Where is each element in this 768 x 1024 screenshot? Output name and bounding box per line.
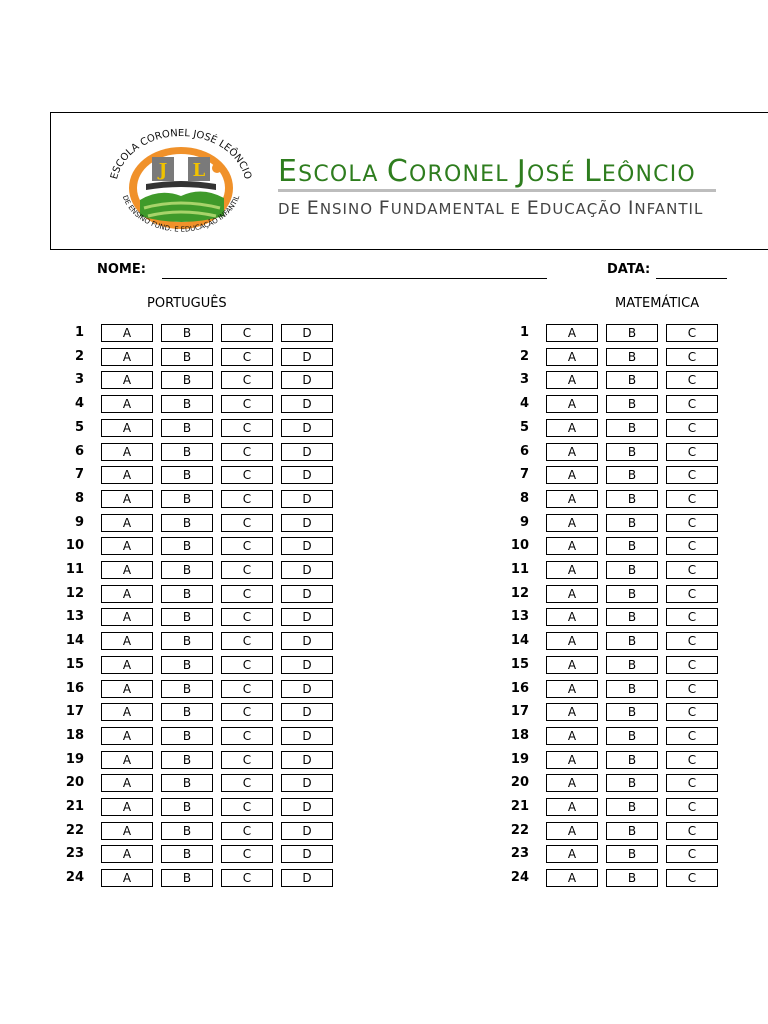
- question-number: 16: [510, 681, 529, 696]
- answer-option-b[interactable]: B: [606, 822, 658, 840]
- name-label: NOME:: [97, 262, 146, 277]
- answer-option-b[interactable]: B: [606, 774, 658, 792]
- answer-option-d[interactable]: D: [281, 443, 333, 461]
- question-number: 5: [74, 420, 84, 435]
- answer-option-d[interactable]: D: [281, 466, 333, 484]
- question-row: [501, 727, 768, 745]
- school_name-word: EÔNCIO: [601, 162, 696, 187]
- question-number: 6: [519, 444, 529, 459]
- answer-option-b[interactable]: B: [161, 727, 213, 745]
- question-row: [56, 798, 356, 816]
- answer-option-c[interactable]: C: [666, 348, 718, 366]
- subtitle-word: DE: [278, 200, 307, 218]
- answer-option-b[interactable]: B: [606, 703, 658, 721]
- question-row: [56, 822, 356, 840]
- question-number: 19: [65, 752, 84, 767]
- question-row: [501, 537, 768, 555]
- answer-option-c[interactable]: C: [666, 324, 718, 342]
- question-row: [501, 371, 768, 389]
- sun-icon: [212, 163, 222, 173]
- question-number: 24: [65, 870, 84, 885]
- answer-option-b[interactable]: B: [606, 727, 658, 745]
- question-number: 18: [65, 728, 84, 743]
- question-row: [501, 561, 768, 579]
- subtitle-word: UNDAMENTAL E: [390, 200, 527, 218]
- school-logo: [100, 124, 262, 242]
- answer-option-b[interactable]: B: [606, 371, 658, 389]
- answer-option-a[interactable]: A: [101, 869, 153, 887]
- answer-option-a[interactable]: A: [101, 727, 153, 745]
- question-row: [501, 632, 768, 650]
- answer-option-b[interactable]: B: [161, 537, 213, 555]
- answer-option-c[interactable]: C: [666, 371, 718, 389]
- answer-option-c[interactable]: C: [221, 537, 273, 555]
- answer-option-d[interactable]: D: [281, 656, 333, 674]
- answer-option-d[interactable]: D: [281, 774, 333, 792]
- answer-option-d[interactable]: D: [281, 727, 333, 745]
- answer-option-d[interactable]: D: [281, 608, 333, 626]
- answer-option-c[interactable]: C: [666, 798, 718, 816]
- answer-option-a[interactable]: A: [546, 371, 598, 389]
- answer-option-b[interactable]: B: [161, 561, 213, 579]
- answer-option-a[interactable]: A: [546, 798, 598, 816]
- answer-option-c[interactable]: C: [666, 751, 718, 769]
- question-row: [56, 395, 356, 413]
- answer-option-c[interactable]: C: [666, 656, 718, 674]
- question-number: 18: [510, 728, 529, 743]
- answer-option-b[interactable]: B: [161, 490, 213, 508]
- answer-option-d[interactable]: D: [281, 869, 333, 887]
- answer-option-d[interactable]: D: [281, 514, 333, 532]
- question-row: [56, 419, 356, 437]
- question-number: 1: [519, 325, 529, 340]
- answer-option-c[interactable]: C: [666, 537, 718, 555]
- question-number: 13: [510, 609, 529, 624]
- answer-option-a[interactable]: A: [546, 608, 598, 626]
- answer-option-d[interactable]: D: [281, 490, 333, 508]
- date-field[interactable]: [656, 278, 727, 279]
- answer-option-b[interactable]: B: [606, 869, 658, 887]
- question-row: [501, 703, 768, 721]
- answer-option-c[interactable]: C: [666, 703, 718, 721]
- subtitle-initial: E: [306, 197, 320, 219]
- question-row: [56, 585, 356, 603]
- question-row: [501, 680, 768, 698]
- question-number: 14: [65, 633, 84, 648]
- answer-option-a[interactable]: A: [101, 798, 153, 816]
- answer-option-c[interactable]: C: [666, 845, 718, 863]
- question-number: 9: [74, 515, 84, 530]
- question-number: 1: [74, 325, 84, 340]
- answer-option-a[interactable]: A: [101, 514, 153, 532]
- answer-option-a[interactable]: A: [546, 703, 598, 721]
- answer-option-c[interactable]: C: [221, 632, 273, 650]
- answer-option-b[interactable]: B: [161, 348, 213, 366]
- question-row: [501, 869, 768, 887]
- answer-option-c[interactable]: C: [221, 727, 273, 745]
- subject-title-portugues: PORTUGUÊS: [147, 296, 227, 311]
- subject-title-matematica: MATEMÁTICA: [615, 296, 700, 311]
- answer-option-a[interactable]: A: [101, 419, 153, 437]
- question-row: [501, 656, 768, 674]
- answer-option-b[interactable]: B: [606, 585, 658, 603]
- answer-option-a[interactable]: A: [546, 324, 598, 342]
- question-number: 17: [510, 704, 529, 719]
- question-number: 9: [519, 515, 529, 530]
- answer-option-a[interactable]: A: [546, 466, 598, 484]
- answer-option-c[interactable]: C: [221, 443, 273, 461]
- answer-option-c[interactable]: C: [221, 371, 273, 389]
- answer-option-b[interactable]: B: [161, 395, 213, 413]
- answer-option-a[interactable]: A: [101, 751, 153, 769]
- school_name-word: SCOLA: [298, 162, 387, 187]
- answer-option-b[interactable]: B: [161, 751, 213, 769]
- answer-option-a[interactable]: A: [546, 443, 598, 461]
- question-row: [501, 490, 768, 508]
- question-number: 5: [519, 420, 529, 435]
- svg-text:L: L: [192, 160, 206, 181]
- answer-option-c[interactable]: C: [666, 395, 718, 413]
- question-number: 22: [510, 823, 529, 838]
- answer-option-b[interactable]: B: [606, 348, 658, 366]
- question-row: [56, 774, 356, 792]
- question-number: 2: [74, 349, 84, 364]
- answer-option-a[interactable]: A: [546, 585, 598, 603]
- answer-option-b[interactable]: B: [161, 869, 213, 887]
- name-field[interactable]: [162, 278, 547, 279]
- answer-option-a[interactable]: A: [101, 845, 153, 863]
- answer-option-b[interactable]: B: [161, 822, 213, 840]
- answer-option-b[interactable]: B: [161, 798, 213, 816]
- answer-option-d[interactable]: D: [281, 798, 333, 816]
- answer-option-a[interactable]: A: [546, 537, 598, 555]
- answer-option-b[interactable]: B: [606, 845, 658, 863]
- answer-option-a[interactable]: A: [101, 443, 153, 461]
- answer-option-b[interactable]: B: [606, 561, 658, 579]
- question-row: [501, 751, 768, 769]
- question-number: 11: [65, 562, 84, 577]
- question-number: 22: [65, 823, 84, 838]
- question-row: [56, 703, 356, 721]
- answer-option-d[interactable]: D: [281, 845, 333, 863]
- question-number: 21: [510, 799, 529, 814]
- school_name-word: OSÉ: [526, 162, 584, 187]
- school_name-initial: C: [386, 154, 409, 189]
- answer-option-c[interactable]: C: [666, 561, 718, 579]
- question-number: 15: [65, 657, 84, 672]
- answer-option-a[interactable]: A: [101, 822, 153, 840]
- question-row: [56, 348, 356, 366]
- question-row: [56, 537, 356, 555]
- question-number: 20: [510, 775, 529, 790]
- question-number: 21: [65, 799, 84, 814]
- question-number: 11: [510, 562, 529, 577]
- question-row: [501, 348, 768, 366]
- answer-option-a[interactable]: A: [101, 680, 153, 698]
- question-number: 7: [519, 467, 529, 482]
- question-number: 13: [65, 609, 84, 624]
- answer-option-d[interactable]: D: [281, 822, 333, 840]
- answer-option-c[interactable]: C: [221, 324, 273, 342]
- question-row: [56, 727, 356, 745]
- answer-option-d[interactable]: D: [281, 751, 333, 769]
- svg-text:J: J: [158, 160, 168, 181]
- answer-option-d[interactable]: D: [281, 537, 333, 555]
- answer-option-a[interactable]: A: [546, 656, 598, 674]
- answer-option-c[interactable]: C: [666, 585, 718, 603]
- question-number: 15: [510, 657, 529, 672]
- school_name-initial: J: [516, 154, 527, 189]
- answer-option-b[interactable]: B: [161, 585, 213, 603]
- answer-option-a[interactable]: A: [101, 537, 153, 555]
- answer-option-d[interactable]: D: [281, 324, 333, 342]
- school-name: [278, 154, 696, 189]
- answer-option-b[interactable]: B: [606, 324, 658, 342]
- question-row: [501, 608, 768, 626]
- answer-option-c[interactable]: C: [221, 608, 273, 626]
- svg-text:ESCOLA CORONEL JOSÉ LEÔNCIO: ESCOLA CORONEL JOSÉ LEÔNCIO: [108, 127, 254, 181]
- question-number: 16: [65, 681, 84, 696]
- answer-option-c[interactable]: C: [221, 490, 273, 508]
- question-number: 8: [519, 491, 529, 506]
- answer-option-c[interactable]: C: [221, 774, 273, 792]
- answer-option-b[interactable]: B: [161, 324, 213, 342]
- answer-option-b[interactable]: B: [606, 466, 658, 484]
- subtitle-word: NFANTIL: [634, 200, 704, 218]
- question-number: 3: [519, 372, 529, 387]
- school_name-initial: L: [583, 154, 602, 189]
- question-number: 8: [74, 491, 84, 506]
- answer-option-b[interactable]: B: [161, 656, 213, 674]
- answer-option-a[interactable]: A: [101, 774, 153, 792]
- answer-option-b[interactable]: B: [161, 632, 213, 650]
- answer-option-a[interactable]: A: [101, 371, 153, 389]
- answer-option-a[interactable]: A: [546, 869, 598, 887]
- answer-option-b[interactable]: B: [161, 514, 213, 532]
- question-row: [501, 514, 768, 532]
- question-row: [56, 680, 356, 698]
- svg-text:DE ENSINO FUND. E EDUCAÇÃO INF: DE ENSINO FUND. E EDUCAÇÃO INFANTIL: [120, 194, 242, 234]
- answer-option-c[interactable]: C: [221, 419, 273, 437]
- answer-option-a[interactable]: A: [101, 348, 153, 366]
- answer-option-a[interactable]: A: [101, 490, 153, 508]
- question-number: 12: [65, 586, 84, 601]
- question-number: 24: [510, 870, 529, 885]
- answer-option-a[interactable]: A: [546, 490, 598, 508]
- question-number: 19: [510, 752, 529, 767]
- question-number: 23: [510, 846, 529, 861]
- answer-option-b[interactable]: B: [606, 680, 658, 698]
- answer-option-b[interactable]: B: [161, 703, 213, 721]
- answer-option-b[interactable]: B: [161, 608, 213, 626]
- answer-option-b[interactable]: B: [606, 514, 658, 532]
- answer-option-c[interactable]: C: [221, 395, 273, 413]
- question-row: [501, 822, 768, 840]
- answer-option-a[interactable]: A: [546, 395, 598, 413]
- question-row: [56, 656, 356, 674]
- answer-option-b[interactable]: B: [606, 419, 658, 437]
- question-number: 10: [510, 538, 529, 553]
- subtitle-initial: E: [526, 197, 540, 219]
- header-rule: [278, 189, 716, 192]
- answer-option-a[interactable]: A: [546, 632, 598, 650]
- answer-option-c[interactable]: C: [221, 514, 273, 532]
- answer-option-c[interactable]: C: [221, 822, 273, 840]
- question-number: 4: [519, 396, 529, 411]
- answer-option-a[interactable]: A: [546, 348, 598, 366]
- question-row: [501, 585, 768, 603]
- answer-option-a[interactable]: A: [101, 656, 153, 674]
- answer-option-d[interactable]: D: [281, 561, 333, 579]
- question-number: 2: [519, 349, 529, 364]
- answer-option-b[interactable]: B: [161, 419, 213, 437]
- question-number: 17: [65, 704, 84, 719]
- question-row: [501, 419, 768, 437]
- school_name-word: ORONEL: [408, 162, 517, 187]
- question-number: 6: [74, 444, 84, 459]
- answer-option-a[interactable]: A: [101, 703, 153, 721]
- answer-option-c[interactable]: C: [666, 419, 718, 437]
- subtitle-initial: I: [627, 197, 635, 219]
- answer-option-c[interactable]: C: [666, 443, 718, 461]
- answer-option-d[interactable]: D: [281, 703, 333, 721]
- answer-option-b[interactable]: B: [606, 443, 658, 461]
- answer-option-b[interactable]: B: [606, 608, 658, 626]
- answer-option-a[interactable]: A: [546, 774, 598, 792]
- answer-option-c[interactable]: C: [221, 585, 273, 603]
- answer-option-a[interactable]: A: [101, 395, 153, 413]
- question-row: [501, 324, 768, 342]
- answer-option-b[interactable]: B: [606, 798, 658, 816]
- question-row: [56, 514, 356, 532]
- answer-option-d[interactable]: D: [281, 632, 333, 650]
- answer-option-a[interactable]: A: [101, 466, 153, 484]
- question-row: [56, 561, 356, 579]
- answer-option-a[interactable]: A: [546, 514, 598, 532]
- answer-option-b[interactable]: B: [606, 632, 658, 650]
- answer-option-b[interactable]: B: [606, 537, 658, 555]
- question-row: [56, 466, 356, 484]
- question-row: [501, 466, 768, 484]
- question-number: 14: [510, 633, 529, 648]
- question-row: [56, 632, 356, 650]
- answer-option-a[interactable]: A: [546, 751, 598, 769]
- date-label: DATA:: [607, 262, 651, 277]
- answer-option-c[interactable]: C: [666, 822, 718, 840]
- subtitle-word: DUCAÇÃO: [539, 200, 628, 218]
- question-row: [56, 608, 356, 626]
- answer-option-d[interactable]: D: [281, 371, 333, 389]
- answer-option-c[interactable]: C: [221, 751, 273, 769]
- answer-option-c[interactable]: C: [221, 703, 273, 721]
- question-number: 7: [74, 467, 84, 482]
- question-number: 20: [65, 775, 84, 790]
- answer-option-c[interactable]: C: [221, 466, 273, 484]
- question-number: 4: [74, 396, 84, 411]
- answer-option-c[interactable]: C: [221, 869, 273, 887]
- answer-option-c[interactable]: C: [221, 348, 273, 366]
- answer-option-c[interactable]: C: [666, 774, 718, 792]
- answer-option-c[interactable]: C: [221, 656, 273, 674]
- answer-option-b[interactable]: B: [161, 845, 213, 863]
- answer-option-a[interactable]: A: [546, 822, 598, 840]
- answer-option-d[interactable]: D: [281, 395, 333, 413]
- answer-option-a[interactable]: A: [101, 585, 153, 603]
- answer-option-b[interactable]: B: [606, 395, 658, 413]
- answer-option-c[interactable]: C: [221, 798, 273, 816]
- answer-option-a[interactable]: A: [101, 324, 153, 342]
- answer-option-c[interactable]: C: [221, 680, 273, 698]
- answer-option-a[interactable]: A: [546, 845, 598, 863]
- answer-option-c[interactable]: C: [666, 727, 718, 745]
- answer-option-c[interactable]: C: [666, 608, 718, 626]
- answer-option-c[interactable]: C: [221, 561, 273, 579]
- question-number: 23: [65, 846, 84, 861]
- answer-option-c[interactable]: C: [221, 845, 273, 863]
- answer-option-c[interactable]: C: [666, 632, 718, 650]
- answer-option-c[interactable]: C: [666, 466, 718, 484]
- answer-option-a[interactable]: A: [546, 419, 598, 437]
- answer-option-b[interactable]: B: [161, 466, 213, 484]
- answer-option-b[interactable]: B: [606, 656, 658, 674]
- answer-option-b[interactable]: B: [161, 371, 213, 389]
- answer-option-c[interactable]: C: [666, 490, 718, 508]
- answer-option-c[interactable]: C: [666, 869, 718, 887]
- answer-option-a[interactable]: A: [101, 608, 153, 626]
- question-number: 10: [65, 538, 84, 553]
- question-number: 12: [510, 586, 529, 601]
- question-number: 3: [74, 372, 84, 387]
- answer-option-a[interactable]: A: [546, 727, 598, 745]
- answer-option-b[interactable]: B: [161, 443, 213, 461]
- question-row: [56, 845, 356, 863]
- answer-option-b[interactable]: B: [161, 680, 213, 698]
- answer-option-c[interactable]: C: [666, 680, 718, 698]
- answer-option-d[interactable]: D: [281, 680, 333, 698]
- subtitle-initial: F: [378, 197, 391, 219]
- answer-option-d[interactable]: D: [281, 419, 333, 437]
- question-row: [56, 443, 356, 461]
- answer-option-b[interactable]: B: [606, 490, 658, 508]
- answer-option-a[interactable]: A: [546, 561, 598, 579]
- answer-option-b[interactable]: B: [606, 751, 658, 769]
- answer-option-a[interactable]: A: [546, 680, 598, 698]
- question-row: [56, 751, 356, 769]
- answer-option-d[interactable]: D: [281, 348, 333, 366]
- answer-option-b[interactable]: B: [161, 774, 213, 792]
- answer-option-d[interactable]: D: [281, 585, 333, 603]
- question-row: [56, 324, 356, 342]
- answer-option-a[interactable]: A: [101, 632, 153, 650]
- answer-option-a[interactable]: A: [101, 561, 153, 579]
- answer-option-c[interactable]: C: [666, 514, 718, 532]
- question-row: [501, 798, 768, 816]
- question-row: [501, 395, 768, 413]
- question-row: [501, 845, 768, 863]
- question-row: [501, 774, 768, 792]
- question-row: [56, 490, 356, 508]
- question-row: [56, 869, 356, 887]
- question-row: [501, 443, 768, 461]
- question-row: [56, 371, 356, 389]
- subtitle-word: NSINO: [319, 200, 379, 218]
- school_name-initial: E: [278, 154, 299, 189]
- school-subtitle: [278, 197, 703, 219]
